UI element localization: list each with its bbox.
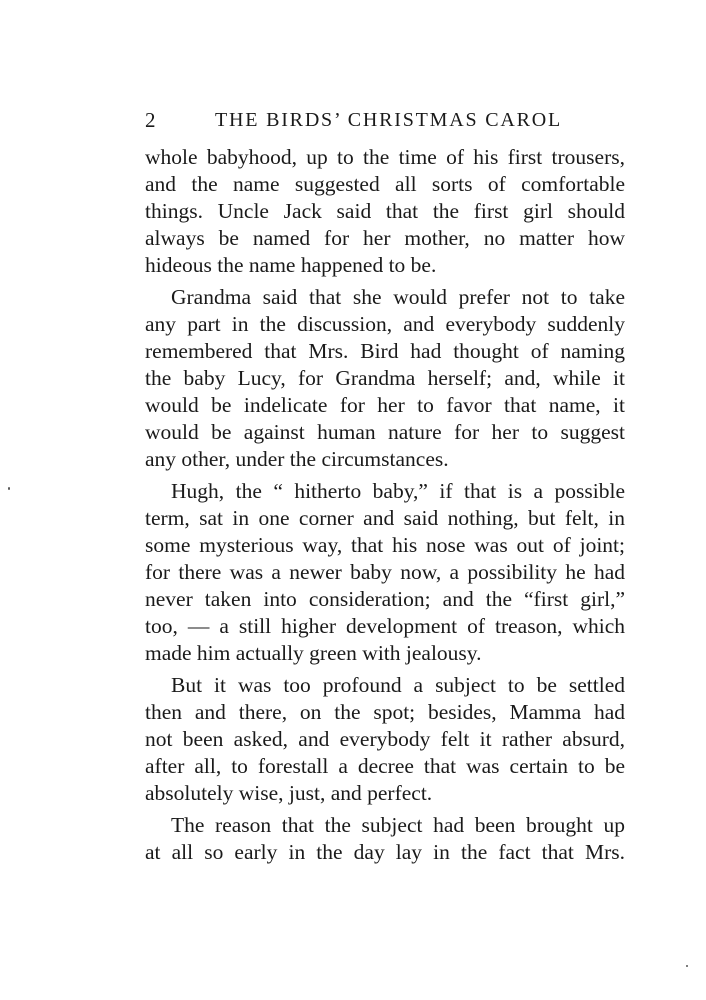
text-line: too, — a still higher development of treason, which (145, 614, 625, 638)
text-line: never taken into consideration; and the “first girl,” (145, 587, 625, 611)
text-line: The reason that the subject had been brought up (171, 813, 625, 837)
running-title: THE BIRDS’ CHRISTMAS CAROL (215, 109, 563, 131)
scan-speck (8, 487, 10, 490)
text-line: at all so early in the day lay in the fact that Mrs. (145, 840, 625, 864)
text-line: absolutely wise, just, and perfect. (145, 781, 433, 805)
text-line: made him actually green with jealousy. (145, 641, 482, 665)
text-line: any other, under the circumstances. (145, 447, 449, 471)
running-head (145, 105, 625, 135)
text-line: the baby Lucy, for Grandma herself; and, while it (145, 366, 625, 390)
text-line: would be against human nature for her to suggest (145, 420, 625, 444)
text-line: for there was a newer baby now, a possibility he had (145, 560, 625, 584)
page-number: 2 (145, 108, 156, 132)
text-line: things. Uncle Jack said that the first girl should (145, 199, 625, 223)
body-text (145, 144, 625, 866)
text-line: any part in the discussion, and everybody suddenly (145, 312, 625, 336)
text-line: some mysterious way, that his nose was out of joint; (145, 533, 625, 557)
text-line: then and there, on the spot; besides, Mamma had (145, 700, 625, 724)
text-line: remembered that Mrs. Bird had thought of naming (145, 339, 625, 363)
text-line: would be indelicate for her to favor that name, it (145, 393, 625, 417)
text-line: and the name suggested all sorts of comfortable (145, 172, 625, 196)
text-line: Hugh, the “ hitherto baby,” if that is a possible (171, 479, 625, 503)
text-line: after all, to forestall a decree that was certain to be (145, 754, 625, 778)
scan-speck (686, 965, 688, 967)
text-line: whole babyhood, up to the time of his first trousers, (145, 145, 625, 169)
text-line: not been asked, and everybody felt it rather absurd, (145, 727, 625, 751)
text-line: hideous the name happened to be. (145, 253, 437, 277)
text-line: always be named for her mother, no matter how (145, 226, 625, 250)
text-line: term, sat in one corner and said nothing, but felt, in (145, 506, 625, 530)
text-line: But it was too profound a subject to be settled (171, 673, 625, 697)
text-line: Grandma said that she would prefer not to take (171, 285, 625, 309)
